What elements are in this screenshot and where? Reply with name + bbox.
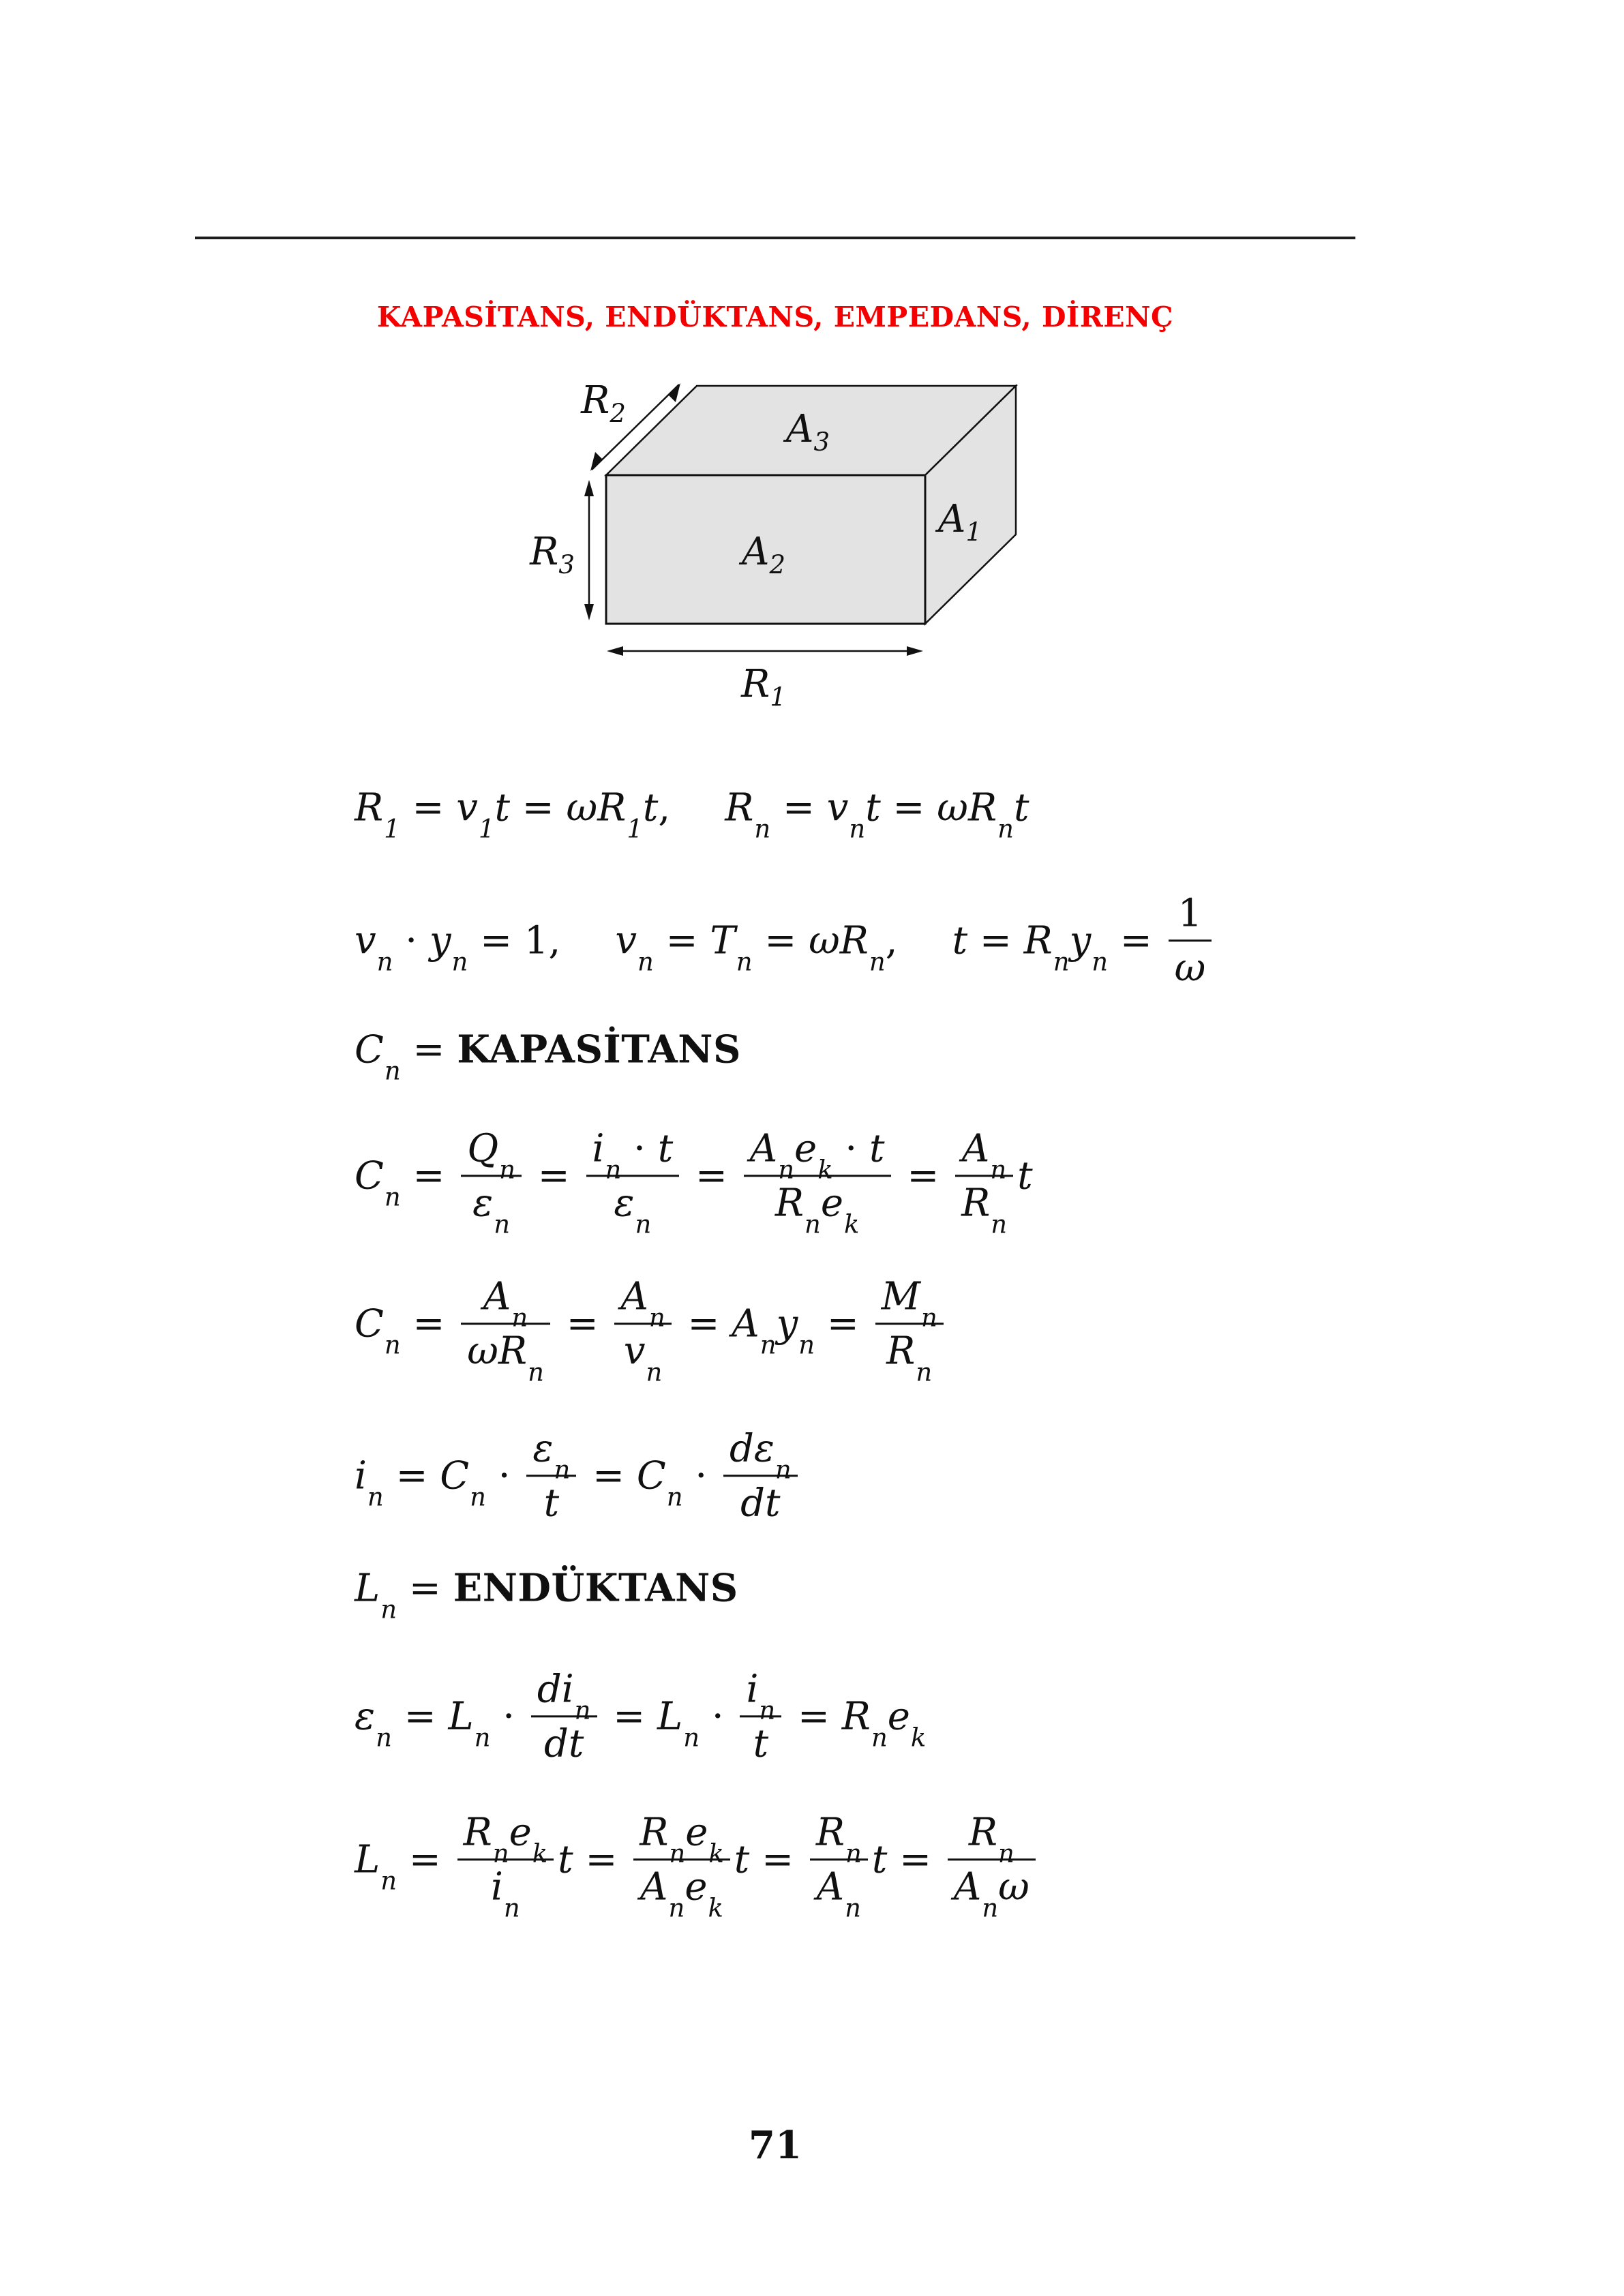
math-token: $R_n$ [640, 1810, 686, 1869]
math-subscript: n [668, 1893, 685, 1923]
math-subscript: n [511, 1303, 528, 1333]
fraction-bar [586, 1175, 680, 1177]
math-token: = [400, 1027, 457, 1072]
math-token: $\varepsilon_n$ [614, 1181, 652, 1239]
formula-capacitance-area [355, 1271, 948, 1387]
math-token: t [734, 1837, 750, 1882]
fraction-numerator [614, 1271, 671, 1333]
math-subscript: n [367, 1482, 384, 1512]
math-subscript: n [805, 1209, 821, 1239]
math-token: $R_n$ [886, 1329, 933, 1387]
formula-emf [355, 1664, 926, 1768]
math-token: $A_n$ [732, 1301, 777, 1360]
r1-dimension-arrow [607, 646, 923, 656]
math-subscript: n [920, 1303, 937, 1333]
math-token: $A_n$ [483, 1274, 528, 1333]
math-subscript: n [503, 1893, 520, 1923]
math-token: = [554, 1301, 611, 1346]
fraction [614, 1271, 671, 1387]
label-a3: $A_3$ [786, 407, 830, 457]
math-subscript: n [997, 814, 1014, 844]
math-token: $R_n$ [1023, 918, 1070, 977]
fraction-denominator [948, 1862, 1036, 1923]
fraction-denominator [747, 1719, 775, 1769]
math-token: = [770, 785, 827, 830]
math-token: $A_n$ [749, 1126, 795, 1185]
math-token: d [544, 1721, 569, 1766]
math-token: $R_n$ [775, 1181, 821, 1239]
math-token: $i_n$ [561, 1667, 591, 1725]
math-subscript: n [871, 1723, 888, 1753]
label-r1: $R_1$ [741, 662, 786, 712]
math-token: $i_n$ [592, 1126, 622, 1185]
math-token: $R_n$ [815, 1810, 862, 1869]
math-token: $R_n$ [498, 1329, 544, 1387]
math-subscript: k [844, 1209, 860, 1239]
formula-radius-velocity [355, 785, 1029, 844]
math-token: $C_n$ [355, 1153, 401, 1212]
math-token: $R_n$ [968, 1810, 1014, 1869]
math-token: = [749, 1837, 806, 1882]
math-token: = [400, 1301, 457, 1346]
math-subscript: n [648, 1303, 665, 1333]
fraction-numerator [633, 1807, 730, 1869]
fraction-numerator [744, 1123, 891, 1185]
fraction-numerator [1172, 888, 1209, 938]
math-subscript: n [384, 1182, 401, 1212]
math-token: t [657, 1126, 674, 1171]
math-token: $y_n$ [776, 1301, 815, 1360]
formula-current [355, 1423, 802, 1528]
math-subscript: n [759, 1695, 776, 1725]
math-subscript: n [470, 1482, 486, 1512]
math-token: · [682, 1453, 719, 1498]
fraction-denominator [466, 1179, 516, 1239]
math-subscript: n [666, 1482, 683, 1512]
math-token: t [869, 1126, 885, 1171]
math-token: t [871, 1837, 888, 1882]
fraction-denominator [607, 1179, 657, 1239]
math-subscript: n [778, 1155, 795, 1185]
math-subscript: n [683, 1723, 700, 1753]
math-token: 1 [1177, 891, 1203, 936]
math-token: t [568, 1721, 584, 1766]
math-token: $L_n$ [355, 1837, 397, 1896]
math-token: $L_n$ [355, 1566, 397, 1625]
math-subscript: n [574, 1695, 591, 1725]
fraction-denominator [538, 1479, 566, 1528]
fraction [723, 1423, 798, 1528]
math-token: t [765, 1481, 781, 1526]
math-token: = [683, 1153, 740, 1198]
math-token: $Q_n$ [467, 1126, 515, 1185]
math-token: $L_n$ [448, 1694, 491, 1753]
math-token: $C_n$ [636, 1453, 683, 1512]
math-token: $e_k$ [685, 1864, 723, 1923]
math-token: $e_k$ [820, 1181, 860, 1239]
math-token: $A_n$ [953, 1864, 999, 1923]
math-subscript: n [376, 947, 393, 977]
fraction [526, 1423, 576, 1528]
math-token: $L_n$ [657, 1694, 700, 1753]
math-token: = [967, 918, 1024, 963]
fraction-numerator [810, 1807, 868, 1869]
math-word: KAPASİTANS [457, 1027, 741, 1072]
math-token: $R_n$ [839, 918, 886, 977]
math-subscript: 1 [627, 814, 643, 844]
math-subscript: n [798, 1330, 815, 1360]
math-subscript: k [708, 1839, 724, 1869]
math-subscript: n [384, 1056, 401, 1086]
math-token: = [785, 1694, 842, 1739]
math-token: = [653, 918, 710, 963]
page-title: KAPASİTANS, ENDÜKTANS, EMPEDANS, DİRENÇ [376, 301, 1174, 333]
math-subscript: n [736, 947, 753, 977]
math-token: $T_n$ [710, 918, 753, 977]
formula-inductance [355, 1807, 1040, 1923]
fraction-denominator [461, 1327, 550, 1387]
fraction [948, 1807, 1036, 1923]
math-subscript: n [492, 1839, 509, 1869]
fraction [461, 1271, 550, 1387]
math-subscript: n [380, 1866, 397, 1896]
math-token: = [397, 1566, 453, 1611]
fraction-bar [461, 1323, 550, 1325]
math-subscript: n [845, 1839, 862, 1869]
math-token: = [675, 1301, 732, 1346]
math-token: $R_n$ [841, 1694, 888, 1753]
fraction-numerator [457, 1807, 554, 1869]
fraction [461, 1123, 522, 1239]
math-token: $A_n$ [816, 1864, 861, 1923]
page-number: 71 [749, 2123, 802, 2168]
math-token: $A_n$ [640, 1864, 685, 1923]
math-token: t [865, 785, 881, 830]
math-token: = [509, 785, 567, 830]
math-subscript: 1 [384, 814, 400, 844]
math-token: $v_n$ [623, 1329, 663, 1387]
math-token: = [400, 785, 457, 830]
math-token: $e_k$ [887, 1694, 927, 1753]
math-token: $i_n$ [355, 1453, 384, 1512]
math-subscript: n [998, 1839, 1014, 1869]
math-token: t [1013, 785, 1029, 830]
math-token: $e_k$ [685, 1810, 724, 1869]
math-subscript: n [554, 1455, 571, 1485]
fraction-numerator [477, 1271, 534, 1333]
math-token: = [601, 1694, 658, 1739]
math-token: = [815, 1301, 871, 1346]
math-token: ω [467, 1329, 498, 1374]
math-subscript: n [845, 1893, 861, 1923]
fraction [586, 1123, 680, 1239]
fraction [1169, 888, 1212, 993]
fraction-denominator [485, 1862, 526, 1923]
math-subscript: n [760, 1330, 777, 1360]
math-subscript: n [605, 1155, 622, 1185]
fraction-denominator [811, 1862, 867, 1923]
math-token: $A_n$ [961, 1126, 1007, 1185]
math-token: = [752, 918, 809, 963]
math-token: $R_1$ [597, 785, 643, 844]
math-token: d [740, 1481, 765, 1526]
fraction-denominator [634, 1862, 730, 1923]
math-subscript: n [991, 1209, 1008, 1239]
math-token: $R_n$ [463, 1810, 509, 1869]
fraction-bar [1169, 940, 1212, 942]
math-word: ENDÜKTANS [453, 1565, 738, 1611]
math-token: $A_n$ [620, 1274, 665, 1333]
math-token: $R_1$ [355, 785, 400, 844]
math-token: $v_1$ [456, 785, 495, 844]
math-subscript: n [1053, 947, 1070, 977]
label-a2: $A_2$ [742, 530, 785, 579]
math-token: $v_n$ [826, 785, 866, 844]
formula-inductance-heading [355, 1565, 738, 1625]
math-token: $R_n$ [725, 785, 771, 844]
math-subscript: n [849, 814, 866, 844]
fraction-denominator [955, 1179, 1013, 1239]
math-token: = [894, 1153, 952, 1198]
math-subscript: n [869, 947, 886, 977]
math-subscript: n [635, 1209, 652, 1239]
math-token: · [621, 1126, 658, 1171]
math-subscript: n [1092, 947, 1109, 977]
math-token: $R_n$ [961, 1181, 1008, 1239]
math-token: t [543, 1481, 560, 1526]
fraction-numerator [531, 1664, 597, 1725]
math-subscript: n [380, 1595, 397, 1625]
fraction-denominator [769, 1179, 866, 1239]
math-subscript: n [499, 1155, 515, 1185]
math-token: · [490, 1694, 527, 1739]
box-diagram [505, 354, 1064, 736]
math-token: $i_n$ [746, 1667, 776, 1725]
fraction-numerator [875, 1271, 944, 1333]
math-token: = [880, 785, 937, 830]
formula-capacitance-heading [355, 1027, 741, 1086]
math-token: = [1108, 918, 1164, 963]
math-token: · [832, 1126, 870, 1171]
fraction [633, 1807, 730, 1923]
math-token: d [729, 1426, 754, 1471]
math-token: $C_n$ [355, 1301, 401, 1360]
math-token: $\varepsilon_n$ [753, 1426, 792, 1485]
math-token: $v_n$ [615, 918, 654, 977]
math-subscript: k [532, 1839, 548, 1869]
math-subscript: k [708, 1893, 723, 1923]
math-subscript: n [754, 814, 771, 844]
math-subscript: n [982, 1893, 999, 1923]
math-token: , [658, 785, 671, 830]
math-subscript: n [494, 1209, 511, 1239]
math-token: = [391, 1694, 449, 1739]
fraction [875, 1271, 944, 1387]
math-token: t [952, 918, 968, 963]
fraction [531, 1664, 597, 1768]
fraction-numerator [723, 1423, 798, 1485]
math-token: $M_n$ [881, 1274, 937, 1333]
formula-vy-relation [355, 888, 1216, 993]
math-subscript: n [474, 1723, 491, 1753]
math-token: t [558, 1837, 573, 1882]
math-token: = [526, 1153, 582, 1198]
math-token: $\varepsilon_n$ [355, 1694, 392, 1753]
math-token: t [753, 1721, 769, 1766]
fraction-denominator [880, 1327, 938, 1387]
fraction [740, 1664, 781, 1768]
math-token: $e_k$ [794, 1126, 833, 1185]
math-token: $e_k$ [509, 1810, 548, 1869]
math-subscript: n [990, 1155, 1007, 1185]
math-subscript: n [528, 1357, 544, 1387]
math-token: ω [998, 1864, 1029, 1909]
math-subscript: n [384, 1330, 401, 1360]
math-token: d [537, 1667, 562, 1712]
math-token: = [887, 1837, 944, 1882]
fraction-numerator [963, 1807, 1021, 1869]
fraction [810, 1807, 868, 1923]
math-token: · [393, 918, 430, 963]
math-token: ω [937, 785, 968, 830]
fraction-numerator [586, 1123, 680, 1185]
fraction [457, 1807, 554, 1923]
math-token: = [397, 1837, 453, 1882]
math-token: $\varepsilon_n$ [472, 1181, 511, 1239]
math-token: ω [566, 785, 598, 830]
label-r3: $R_3$ [530, 530, 575, 579]
math-token: $C_n$ [440, 1453, 486, 1512]
math-token: $R_n$ [967, 785, 1014, 844]
math-subscript: n [669, 1839, 686, 1869]
header-rule [195, 237, 1355, 239]
math-token: t [642, 785, 659, 830]
math-token: $y_n$ [429, 918, 468, 977]
math-token: = [400, 1153, 457, 1198]
fraction [955, 1123, 1013, 1239]
math-token: $C_n$ [355, 1027, 401, 1086]
math-subscript: n [916, 1357, 933, 1387]
math-token: = [573, 1837, 630, 1882]
fraction-denominator [734, 1479, 786, 1528]
math-subscript: n [637, 947, 654, 977]
math-token: · [700, 1694, 736, 1739]
label-r2: $R_2$ [581, 378, 626, 428]
math-token: ω [1174, 946, 1206, 991]
math-subscript: n [376, 1723, 392, 1753]
math-subscript: 1 [478, 814, 495, 844]
math-subscript: k [817, 1155, 833, 1185]
fraction-numerator [461, 1123, 522, 1185]
math-token: t [1017, 1153, 1033, 1198]
math-token: = [580, 1453, 637, 1498]
math-subscript: n [775, 1455, 792, 1485]
formula-capacitance-charge [355, 1123, 1033, 1239]
fraction-bar [948, 1859, 1036, 1861]
math-subscript: n [451, 947, 468, 977]
math-token: · [486, 1453, 523, 1498]
math-token: = [383, 1453, 440, 1498]
fraction-denominator [538, 1719, 590, 1769]
fraction-numerator [526, 1423, 576, 1485]
math-token: , [885, 918, 898, 963]
math-token: = 1, [468, 918, 561, 963]
math-token: ω [809, 918, 840, 963]
math-token: $\varepsilon_n$ [532, 1426, 571, 1485]
r3-dimension-arrow [584, 480, 594, 620]
math-token: $v_n$ [355, 918, 393, 977]
math-token: $y_n$ [1069, 918, 1109, 977]
math-token: $i_n$ [490, 1864, 520, 1923]
fraction-numerator [740, 1664, 781, 1725]
fraction-numerator [956, 1123, 1012, 1185]
label-a1: $A_1$ [938, 497, 982, 547]
math-subscript: n [646, 1357, 663, 1387]
fraction-denominator [618, 1327, 668, 1387]
math-token: t [494, 785, 510, 830]
fraction-denominator [1169, 943, 1212, 993]
math-subscript: k [910, 1723, 927, 1753]
fraction [744, 1123, 891, 1239]
